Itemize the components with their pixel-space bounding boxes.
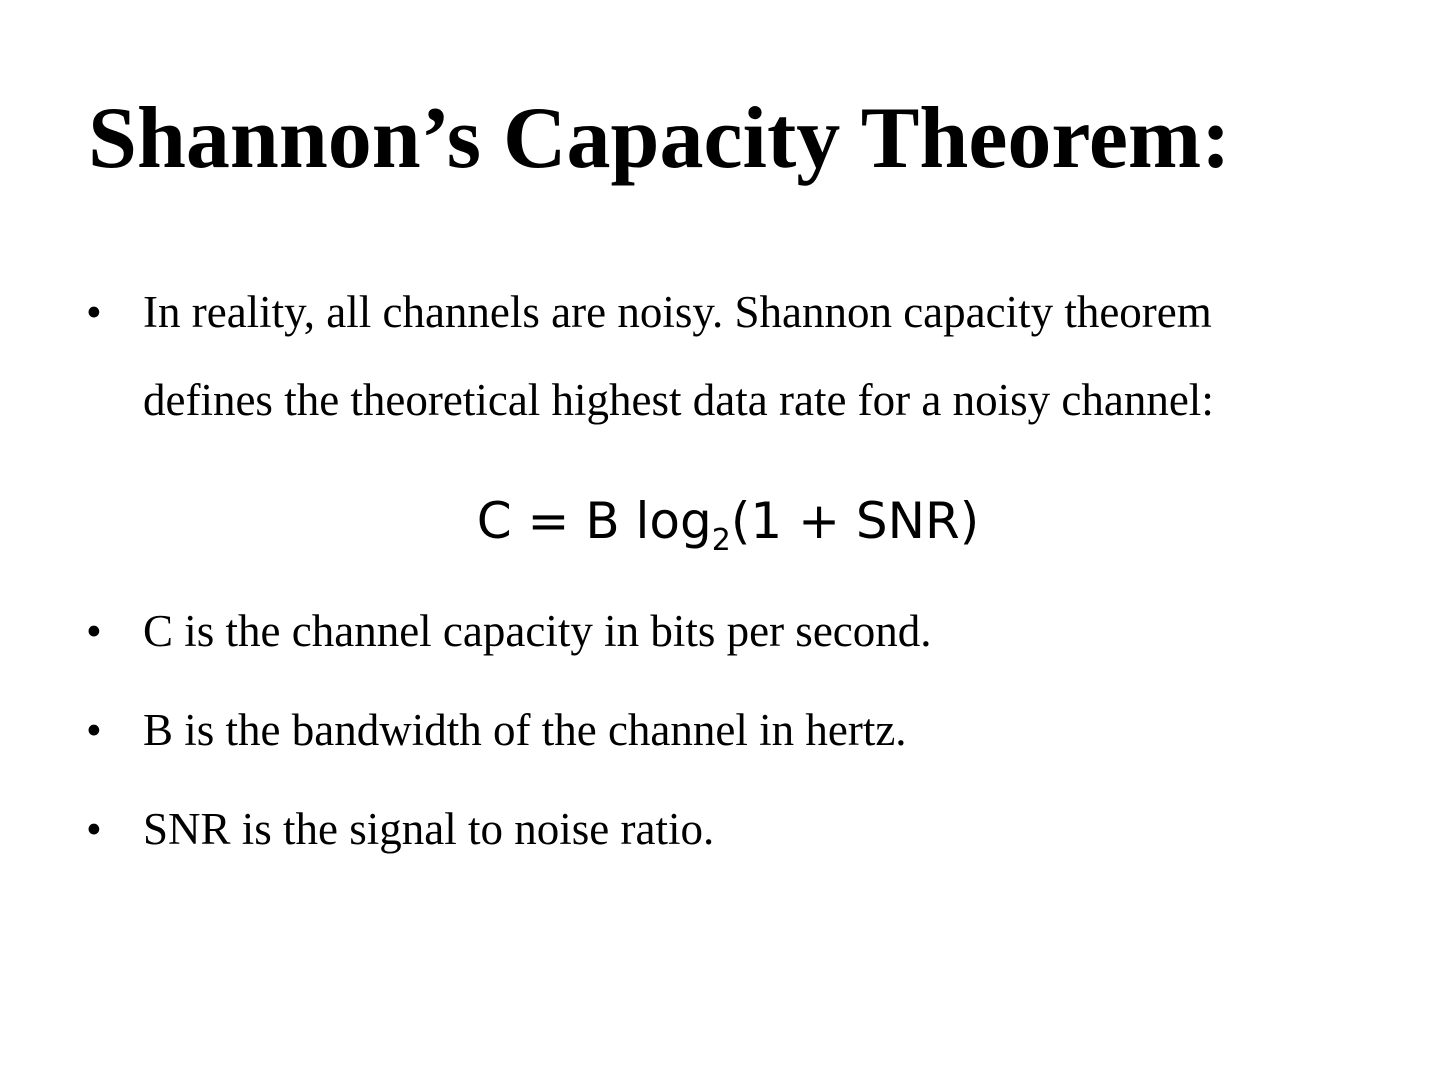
- slide-title: Shannon’s Capacity Theorem:: [88, 90, 1231, 187]
- bullet-text: SNR is the signal to noise ratio.: [143, 804, 715, 854]
- bullet-text: C is the channel capacity in bits per second.: [143, 606, 932, 656]
- bullet-text: B is the bandwidth of the channel in hertz.: [143, 705, 907, 755]
- intro-line-2: defines the theoretical highest data rate for a noisy channel:: [143, 375, 1214, 425]
- bullet-icon: •: [86, 606, 102, 656]
- bullet-text: [143, 268, 1214, 444]
- formula-log-base: 2: [711, 523, 731, 558]
- bullet-icon: •: [86, 705, 102, 755]
- capacity-formula: [0, 486, 1456, 556]
- intro-line-1: In reality, all channels are noisy. Shannon capacity theorem: [143, 287, 1212, 337]
- bullet-icon: •: [86, 804, 102, 854]
- bullet-icon: •: [86, 287, 102, 337]
- formula-lhs: C = B log: [476, 492, 712, 550]
- formula-rhs: (1 + SNR): [730, 492, 980, 550]
